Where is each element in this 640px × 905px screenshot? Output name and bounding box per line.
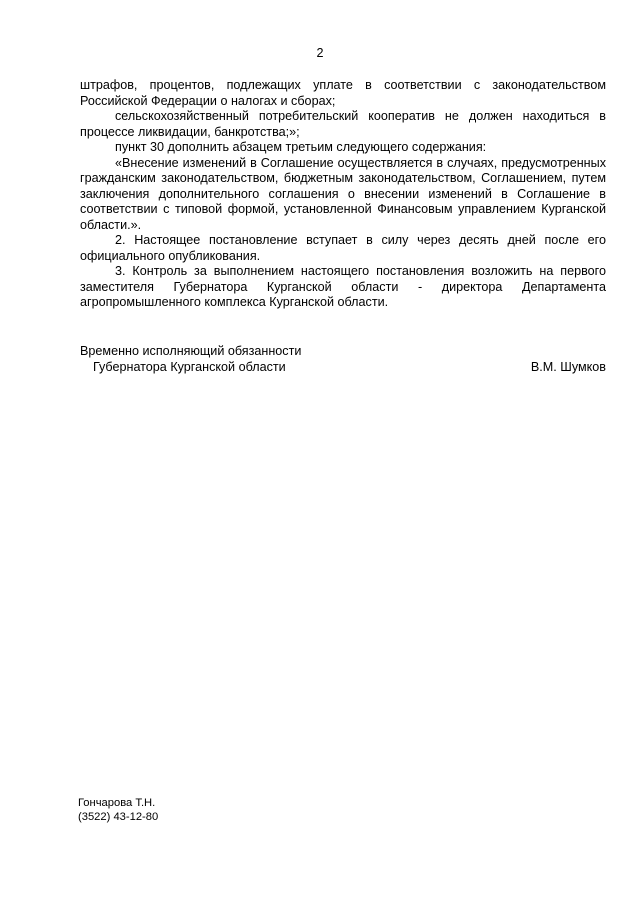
- signatory-title: [80, 344, 301, 375]
- signatory-title-line2: Губернатора Курганской области: [93, 359, 286, 374]
- signatory-title-line1: Временно исполняющий обязанности: [80, 344, 302, 358]
- executor-phone: (3522) 43-12-80: [78, 810, 159, 823]
- executor-name: Гончарова Т.Н.: [78, 797, 156, 809]
- paragraph-effective-date: 2. Настоящее постановление вступает в силу через десять дней после его официального опубликования.: [80, 233, 606, 263]
- paragraph-control: 3. Контроль за выполнением настоящего постановления возложить на первого заместителя Губернатора Курганской области - директора Департамента агропромышленного комплекса Курганской области.: [80, 264, 606, 309]
- signatory-name: В.М. Шумков: [530, 359, 606, 374]
- paragraph-clause-30-intro: пункт 30 дополнить абзацем третьим следующего содержания:: [115, 140, 487, 154]
- paragraph-agreement-amendments: «Внесение изменений в Соглашение осуществляется в случаях, предусмотренных гражданским законодательством, бюджетным законодательством, Соглашением, путем заключения дополнительного соглашения о внесении изменений в Соглашение в соответствии с типовой формой, установленной Финансовым управлением Курганской области.».: [80, 155, 606, 232]
- document-body: [80, 78, 606, 311]
- paragraph-cooperative-liquidation: сельскохозяйственный потребительский кооператив не должен находиться в процессе ликвидации, банкротства;»;: [80, 109, 606, 139]
- executor-block: [78, 797, 158, 824]
- paragraph-penalties-continuation: штрафов, процентов, подлежащих уплате в соответствии с законодательством Российской Федерации о налогах и сборах;: [80, 78, 606, 108]
- page-number: 2: [316, 46, 324, 60]
